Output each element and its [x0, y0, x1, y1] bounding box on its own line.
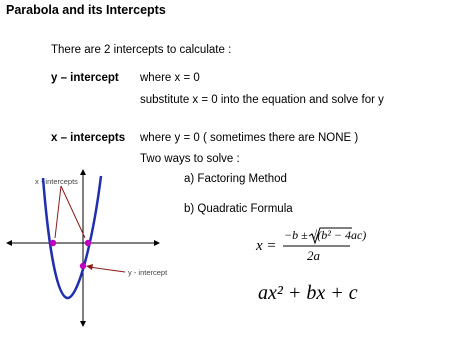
x-intercepts-ways: Two ways to solve :	[140, 153, 240, 165]
x-intercept-pointer-left	[55, 186, 61, 238]
y-axis-arrow-up	[80, 169, 86, 175]
general-form-expression: ax² + bx + c	[258, 282, 358, 304]
y-intercept-graph-label: y - intercept	[128, 268, 168, 277]
parabola-curve	[43, 176, 101, 298]
x-intercept-point-left	[50, 240, 56, 246]
intro-text: There are 2 intercepts to calculate :	[51, 44, 232, 56]
x-intercepts-graph-label: x - intercepts	[35, 177, 78, 186]
x-intercepts-label: x – intercepts	[51, 132, 126, 144]
x-intercepts-condition: where y = 0 ( sometimes there are NONE )	[140, 132, 359, 144]
y-intercept-condition: where x = 0	[140, 72, 200, 84]
factoring-method: a) Factoring Method	[184, 173, 287, 185]
page-title: Parabola and its Intercepts	[6, 3, 166, 17]
quadratic-lhs: x =	[256, 238, 277, 254]
y-intercept-pointer-arrowhead	[86, 264, 93, 270]
quadratic-formula-label: b) Quadratic Formula	[184, 203, 293, 215]
x-intercept-point-right	[85, 240, 91, 246]
x-axis-arrow-right	[154, 240, 160, 246]
x-intercept-pointer-right	[61, 186, 85, 238]
y-intercept-pointer	[89, 267, 125, 272]
y-intercept-label: y – intercept	[51, 72, 119, 84]
quadratic-denominator: 2a	[307, 248, 320, 263]
y-axis-arrow-down	[80, 321, 86, 327]
quadratic-numerator: −b ± √(b² − 4ac)	[284, 228, 367, 242]
y-intercept-instruction: substitute x = 0 into the equation and solve for y	[140, 94, 384, 106]
x-axis-arrow-left	[6, 240, 12, 246]
y-intercept-point	[80, 263, 86, 269]
